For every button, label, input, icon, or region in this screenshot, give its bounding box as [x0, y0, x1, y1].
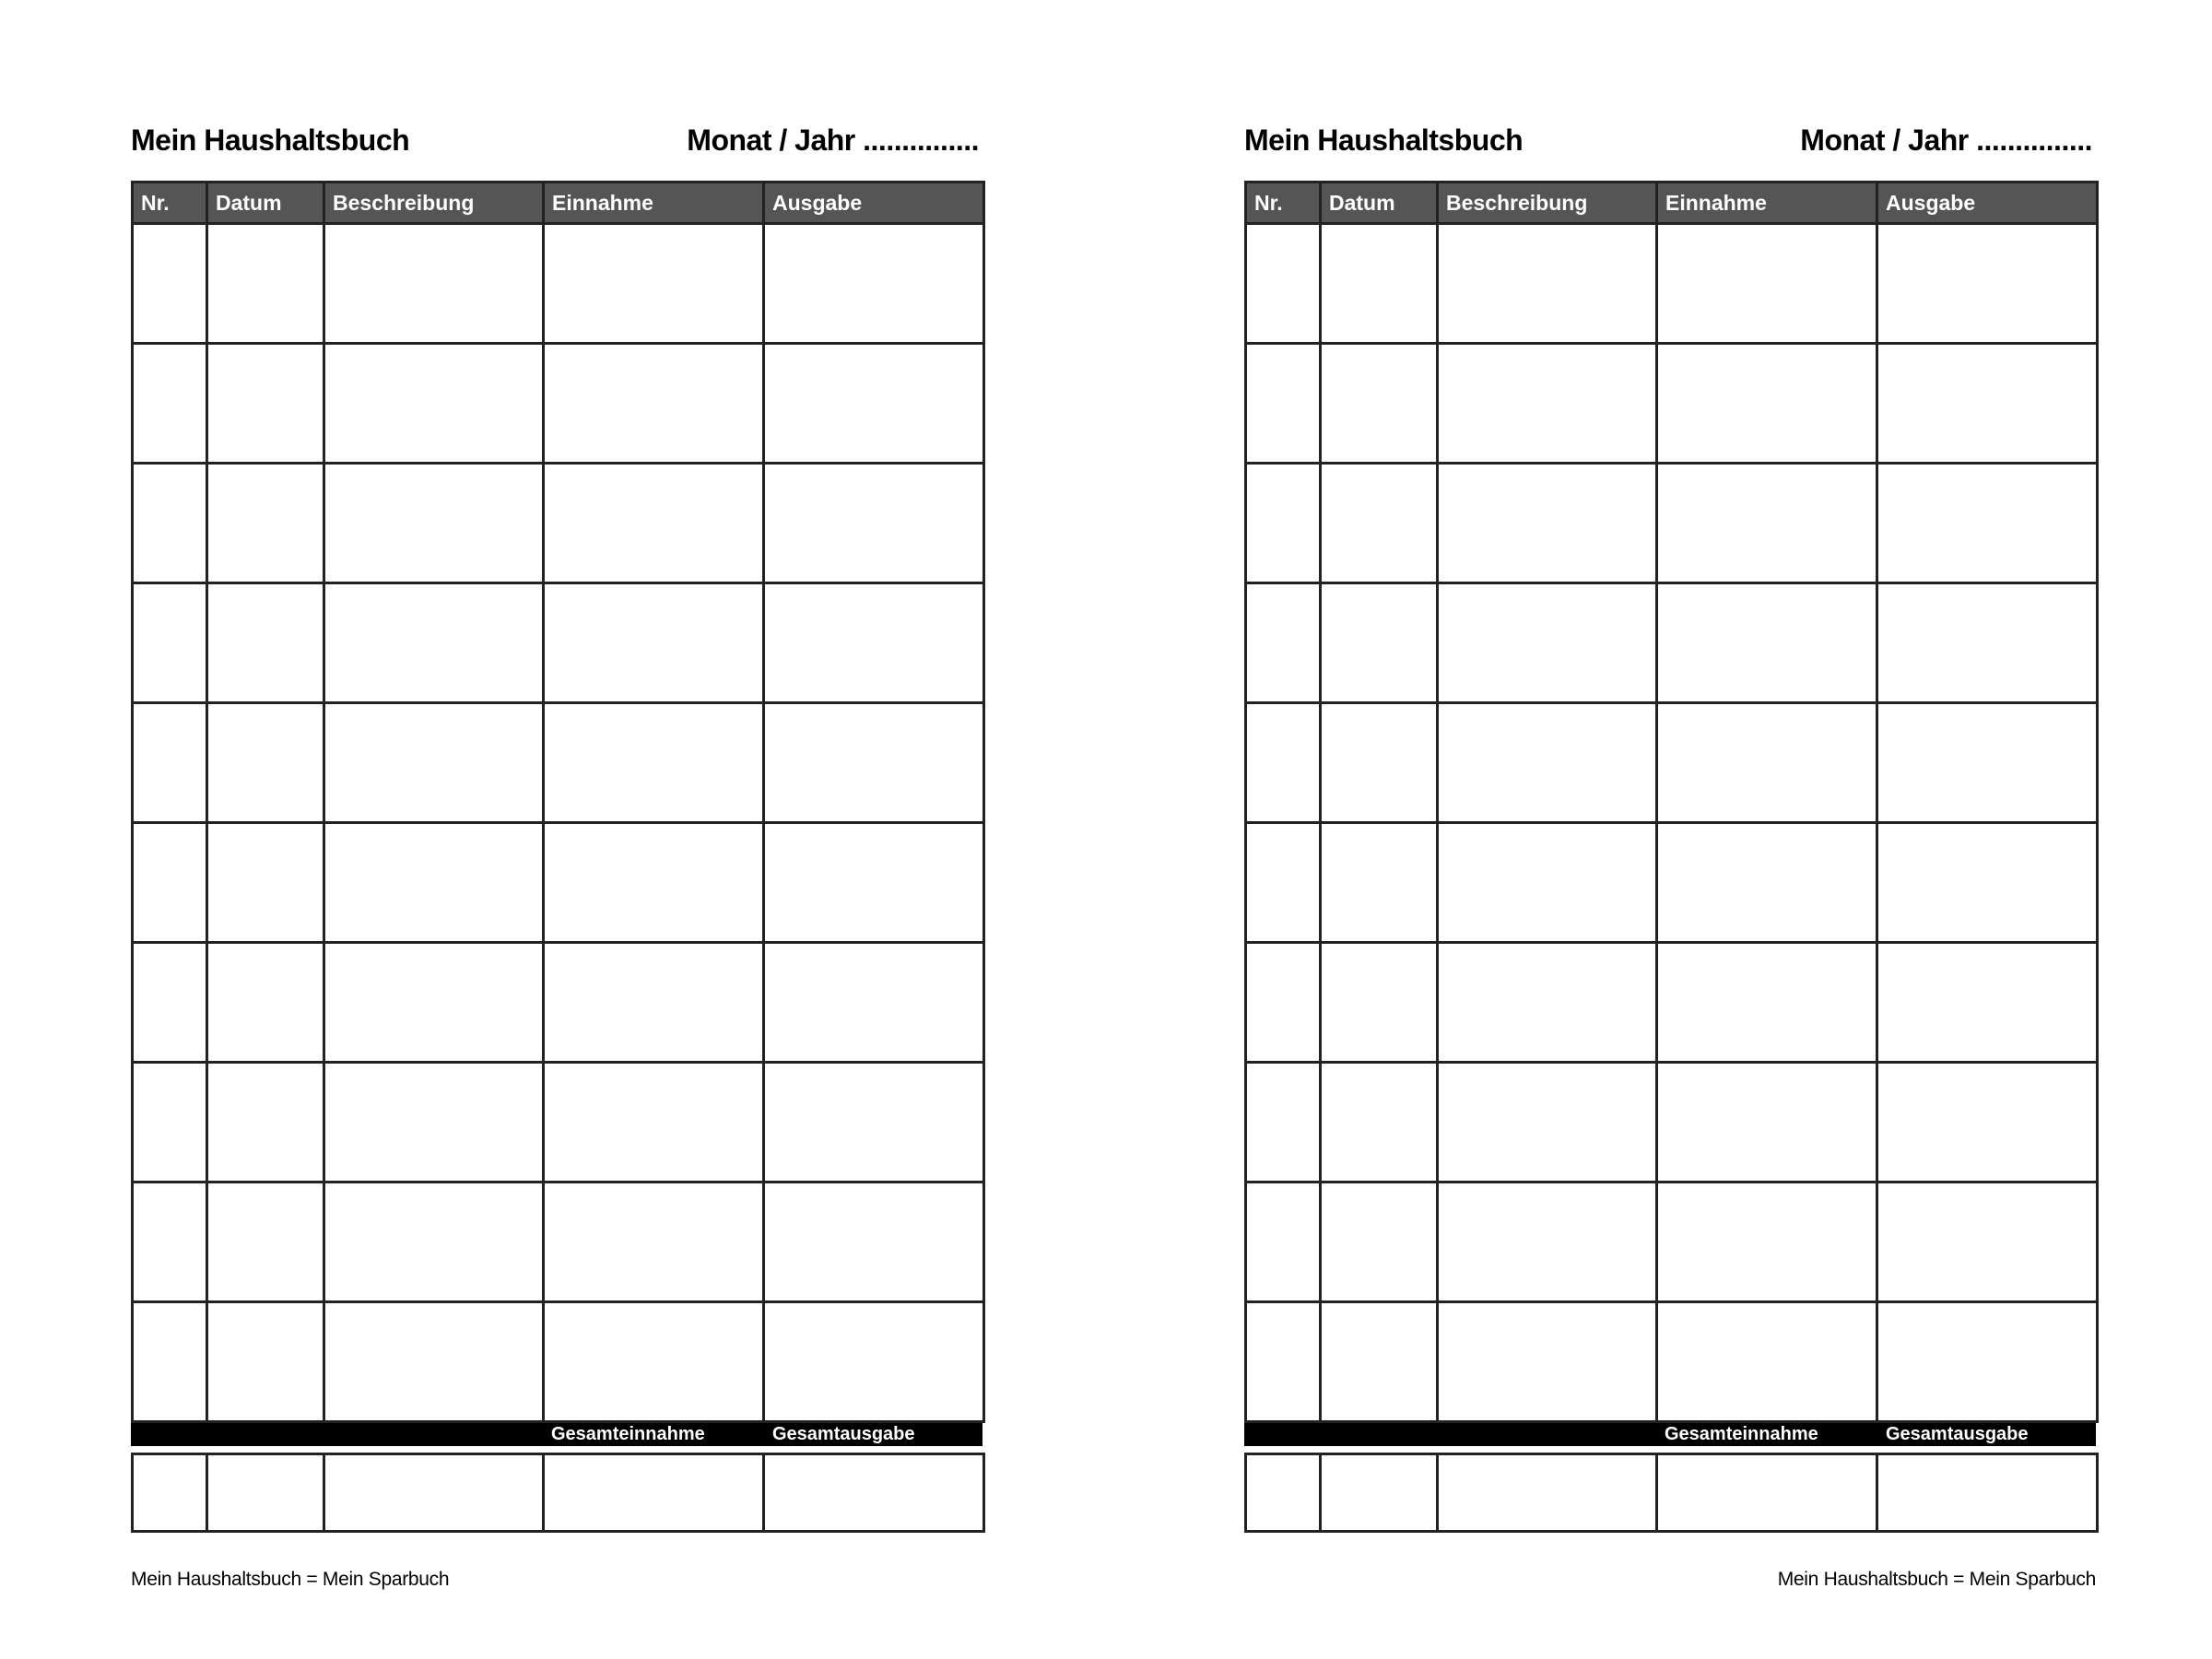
table-row — [1246, 344, 2098, 464]
nr-cell[interactable] — [1246, 823, 1321, 943]
totals-table — [131, 1453, 985, 1533]
einnahme-cell[interactable] — [544, 703, 764, 823]
datum-cell[interactable] — [1321, 1063, 1438, 1182]
einnahme-cell[interactable] — [1657, 464, 1877, 583]
ausgabe-cell[interactable] — [764, 703, 984, 823]
einnahme-cell[interactable] — [1657, 703, 1877, 823]
beschreibung-cell[interactable] — [1438, 1302, 1657, 1422]
nr-cell[interactable] — [1246, 1063, 1321, 1182]
ausgabe-cell[interactable] — [764, 943, 984, 1063]
table-row — [1246, 703, 2098, 823]
nr-cell[interactable] — [1246, 344, 1321, 464]
ausgabe-cell[interactable] — [764, 1063, 984, 1182]
einnahme-cell[interactable] — [544, 1063, 764, 1182]
totals-cell[interactable] — [133, 1454, 207, 1532]
page-header — [1244, 118, 2096, 162]
einnahme-cell[interactable] — [1657, 1302, 1877, 1422]
beschreibung-cell[interactable] — [1438, 1182, 1657, 1302]
einnahme-cell[interactable] — [544, 823, 764, 943]
ausgabe-cell[interactable] — [1877, 1063, 2098, 1182]
column-header-ausgabe: Ausgabe — [764, 182, 984, 224]
header-row — [1246, 182, 2098, 224]
totals-cell[interactable] — [1321, 1454, 1438, 1532]
ausgabe-cell[interactable] — [1877, 464, 2098, 583]
beschreibung-cell[interactable] — [324, 943, 544, 1063]
ausgabe-cell[interactable] — [764, 464, 984, 583]
table-row — [1246, 823, 2098, 943]
beschreibung-cell[interactable] — [1438, 583, 1657, 703]
column-header-nr: Nr. — [133, 182, 207, 224]
ledger-page-right — [1244, 0, 2096, 1659]
totals-header-bar — [1244, 1423, 2096, 1446]
datum-cell[interactable] — [207, 583, 324, 703]
table-row — [1246, 1302, 2098, 1422]
beschreibung-cell[interactable] — [324, 224, 544, 344]
column-header-datum: Datum — [207, 182, 324, 224]
datum-cell[interactable] — [207, 464, 324, 583]
datum-cell[interactable] — [1321, 1182, 1438, 1302]
ledger-body — [1246, 224, 2098, 1422]
table-row — [1246, 1063, 2098, 1182]
header-row — [133, 182, 984, 224]
nr-cell[interactable] — [1246, 224, 1321, 344]
total-income-cell[interactable] — [1657, 1454, 1877, 1532]
einnahme-cell[interactable] — [544, 224, 764, 344]
einnahme-cell[interactable] — [544, 344, 764, 464]
table-row — [1246, 464, 2098, 583]
einnahme-cell[interactable] — [544, 583, 764, 703]
column-header-beschreibung: Beschreibung — [324, 182, 544, 224]
page-footer: Mein Haushaltsbuch = Mein Sparbuch — [1777, 1569, 2096, 1590]
ausgabe-cell[interactable] — [764, 344, 984, 464]
ausgabe-cell[interactable] — [1877, 224, 2098, 344]
table-row — [133, 703, 984, 823]
page-footer: Mein Haushaltsbuch = Mein Sparbuch — [131, 1569, 450, 1590]
column-header-beschreibung: Beschreibung — [1438, 182, 1657, 224]
beschreibung-cell[interactable] — [324, 1302, 544, 1422]
ledger-body — [133, 224, 984, 1422]
einnahme-cell[interactable] — [544, 943, 764, 1063]
einnahme-cell[interactable] — [1657, 823, 1877, 943]
nr-cell[interactable] — [133, 1182, 207, 1302]
datum-cell[interactable] — [1321, 703, 1438, 823]
ausgabe-cell[interactable] — [764, 1302, 984, 1422]
table-row — [133, 823, 984, 943]
month-year-field: Monat / Jahr ............... — [687, 124, 979, 157]
table-row — [133, 224, 984, 344]
beschreibung-cell[interactable] — [1438, 703, 1657, 823]
nr-cell[interactable] — [1246, 943, 1321, 1063]
nr-cell[interactable] — [133, 823, 207, 943]
total-expense-label: Gesamtausgabe — [1886, 1424, 2029, 1444]
column-header-ausgabe: Ausgabe — [1877, 182, 2098, 224]
column-header-einnahme: Einnahme — [544, 182, 764, 224]
totals-row — [1246, 1454, 2098, 1532]
beschreibung-cell[interactable] — [324, 1182, 544, 1302]
nr-cell[interactable] — [1246, 583, 1321, 703]
nr-cell[interactable] — [1246, 1302, 1321, 1422]
datum-cell[interactable] — [1321, 224, 1438, 344]
column-header-nr: Nr. — [1246, 182, 1321, 224]
ausgabe-cell[interactable] — [1877, 703, 2098, 823]
totals-header-bar — [131, 1423, 982, 1446]
table-row — [133, 1063, 984, 1182]
nr-cell[interactable] — [1246, 464, 1321, 583]
month-year-field: Monat / Jahr ............... — [1800, 124, 2092, 157]
totals-cell[interactable] — [324, 1454, 544, 1532]
table-row — [133, 1302, 984, 1422]
total-expense-cell[interactable] — [1877, 1454, 2098, 1532]
einnahme-cell[interactable] — [1657, 1182, 1877, 1302]
ledger-table — [1244, 181, 2099, 1423]
ausgabe-cell[interactable] — [1877, 583, 2098, 703]
beschreibung-cell[interactable] — [1438, 823, 1657, 943]
table-row — [133, 943, 984, 1063]
totals-row — [133, 1454, 984, 1532]
table-row — [1246, 583, 2098, 703]
ausgabe-cell[interactable] — [764, 823, 984, 943]
column-header-datum: Datum — [1321, 182, 1438, 224]
table-row — [1246, 1182, 2098, 1302]
totals-cell[interactable] — [1246, 1454, 1321, 1532]
nr-cell[interactable] — [133, 583, 207, 703]
datum-cell[interactable] — [1321, 464, 1438, 583]
total-income-cell[interactable] — [544, 1454, 764, 1532]
einnahme-cell[interactable] — [1657, 943, 1877, 1063]
ausgabe-cell[interactable] — [1877, 1302, 2098, 1422]
datum-cell[interactable] — [207, 344, 324, 464]
beschreibung-cell[interactable] — [324, 1063, 544, 1182]
ausgabe-cell[interactable] — [764, 583, 984, 703]
datum-cell[interactable] — [1321, 583, 1438, 703]
datum-cell[interactable] — [207, 1063, 324, 1182]
ausgabe-cell[interactable] — [1877, 344, 2098, 464]
datum-cell[interactable] — [207, 823, 324, 943]
einnahme-cell[interactable] — [544, 1182, 764, 1302]
einnahme-cell[interactable] — [544, 1302, 764, 1422]
beschreibung-cell[interactable] — [324, 464, 544, 583]
nr-cell[interactable] — [1246, 703, 1321, 823]
ausgabe-cell[interactable] — [1877, 943, 2098, 1063]
beschreibung-cell[interactable] — [324, 823, 544, 943]
nr-cell[interactable] — [133, 943, 207, 1063]
table-row — [133, 1182, 984, 1302]
table-row — [1246, 943, 2098, 1063]
datum-cell[interactable] — [207, 1302, 324, 1422]
einnahme-cell[interactable] — [1657, 583, 1877, 703]
ausgabe-cell[interactable] — [764, 1182, 984, 1302]
nr-cell[interactable] — [133, 1302, 207, 1422]
page-header — [131, 118, 982, 162]
table-row — [133, 344, 984, 464]
totals-cell[interactable] — [1438, 1454, 1657, 1532]
beschreibung-cell[interactable] — [324, 344, 544, 464]
datum-cell[interactable] — [207, 703, 324, 823]
einnahme-cell[interactable] — [1657, 344, 1877, 464]
beschreibung-cell[interactable] — [1438, 464, 1657, 583]
datum-cell[interactable] — [207, 224, 324, 344]
nr-cell[interactable] — [1246, 1182, 1321, 1302]
nr-cell[interactable] — [133, 344, 207, 464]
ausgabe-cell[interactable] — [764, 224, 984, 344]
nr-cell[interactable] — [133, 464, 207, 583]
beschreibung-cell[interactable] — [324, 583, 544, 703]
total-income-label: Gesamteinnahme — [1665, 1424, 1818, 1444]
datum-cell[interactable] — [207, 1182, 324, 1302]
datum-cell[interactable] — [1321, 1302, 1438, 1422]
ausgabe-cell[interactable] — [1877, 823, 2098, 943]
beschreibung-cell[interactable] — [1438, 344, 1657, 464]
total-expense-label: Gesamtausgabe — [772, 1424, 915, 1444]
datum-cell[interactable] — [1321, 943, 1438, 1063]
nr-cell[interactable] — [133, 224, 207, 344]
datum-cell[interactable] — [1321, 344, 1438, 464]
nr-cell[interactable] — [133, 1063, 207, 1182]
ledger-table — [131, 181, 985, 1423]
table-row — [1246, 224, 2098, 344]
datum-cell[interactable] — [1321, 823, 1438, 943]
beschreibung-cell[interactable] — [1438, 1063, 1657, 1182]
total-income-label: Gesamteinnahme — [551, 1424, 705, 1444]
ledger-page-left — [131, 0, 982, 1659]
ausgabe-cell[interactable] — [1877, 1182, 2098, 1302]
einnahme-cell[interactable] — [1657, 224, 1877, 344]
page-title: Mein Haushaltsbuch — [1244, 124, 1524, 157]
table-row — [133, 464, 984, 583]
datum-cell[interactable] — [207, 943, 324, 1063]
nr-cell[interactable] — [133, 703, 207, 823]
beschreibung-cell[interactable] — [1438, 224, 1657, 344]
totals-table — [1244, 1453, 2099, 1533]
page-title: Mein Haushaltsbuch — [131, 124, 410, 157]
totals-cell[interactable] — [207, 1454, 324, 1532]
table-row — [133, 583, 984, 703]
total-expense-cell[interactable] — [764, 1454, 984, 1532]
einnahme-cell[interactable] — [1657, 1063, 1877, 1182]
column-header-einnahme: Einnahme — [1657, 182, 1877, 224]
beschreibung-cell[interactable] — [324, 703, 544, 823]
einnahme-cell[interactable] — [544, 464, 764, 583]
beschreibung-cell[interactable] — [1438, 943, 1657, 1063]
